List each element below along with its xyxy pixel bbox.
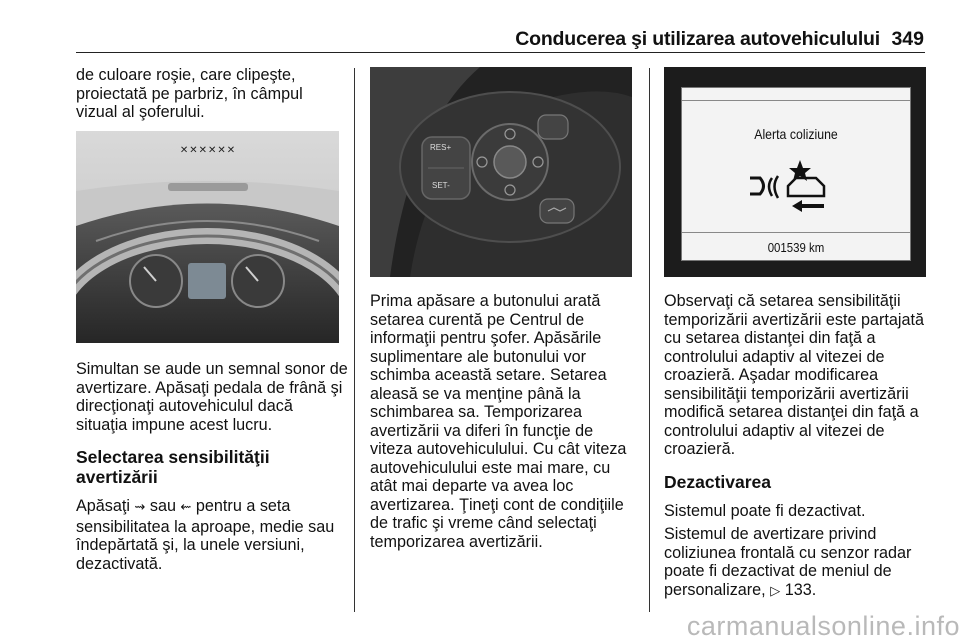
collision-warning-icon (682, 156, 910, 226)
display-bottom-line (682, 232, 910, 233)
display-title: Alerta coliziune (754, 126, 838, 142)
column-1 (76, 66, 344, 122)
col1-para1: de culoare roşie, care clipeşte, proiectată pe parbriz, în câmpul vizual al şoferului. (76, 66, 303, 121)
collision-alert-display-figure (664, 67, 926, 277)
column-1-lower (76, 360, 348, 573)
col1-para3 (76, 497, 348, 573)
page-reference-icon: ▷ (770, 583, 781, 599)
display-odometer: 001539 km (767, 240, 825, 255)
page-number: 349 (891, 28, 924, 50)
hud-windshield-figure (76, 131, 339, 343)
col3-para1: Observaţi că setarea sensibilităţii temporizării avertizării este partajată cu setarea distanţei din faţă a controlului adaptiv al vitezei de croazieră. Aşadar modificarea sensibilităţii temporizării avertizării modifică setarea distanţei din faţă a controlului adaptiv al vitezei de croazieră. (664, 292, 925, 458)
column-2 (370, 292, 638, 551)
column-divider-2 (649, 68, 650, 612)
steering-wheel-figure (370, 67, 632, 277)
col1-para3-before: Apăsaţi (76, 497, 130, 515)
distance-near-icon: ⇝ (134, 500, 146, 515)
display-top-line (682, 100, 910, 101)
col3-para3-ref[interactable]: 133. (784, 580, 817, 599)
page-header-title: Conducerea şi utilizarea autovehiculului (515, 28, 880, 50)
col3-para3-text: Sistemul de avertizare privind coliziunea frontală cu senzor radar poate fi dezactivat de meniul de personalizare, (664, 525, 912, 599)
col3-para2: Sistemul poate fi dezactivat. (664, 501, 866, 520)
col2-para1: Prima apăsare a butonului arată setarea curentă pe Centrul de informaţii pentru şofer. Apăsările suplimentare ale butonului vor schimba această setare. Setarea aleasă se va menţine până la schimbarea sa. Temporizarea avertizării va diferi în funcţie de viteza autovehiculului. Cu cât viteza autovehiculului este mai mare, cu atât mai departe va avea loc avertizarea. Ţineţi cont de condiţiile de trafic şi vreme când selectaţi temporizarea avertizării. (370, 292, 627, 551)
col3-para3 (664, 525, 934, 601)
res-button-label: RES+ (430, 143, 452, 152)
hud-warning-marks: ✕✕✕✕✕✕ (179, 145, 237, 156)
distance-far-icon: ⇜ (180, 500, 192, 515)
section-heading-sensitivity: Selectarea sensibilităţii avertizării (76, 447, 270, 487)
column-3 (664, 292, 934, 601)
header-divider (76, 52, 925, 53)
col1-para3-mid: sau (149, 497, 177, 515)
section-heading-deactivation: Dezactivarea (664, 471, 772, 492)
hud-windshield-illustration (76, 131, 339, 343)
column-divider-1 (354, 68, 355, 612)
display-screen (681, 87, 911, 261)
col1-para2: Simultan se aude un semnal sonor de avertizare. Apăsaţi pedala de frână şi direcţionaţi autovehiculul dacă situaţia impune acest lucru. (76, 360, 348, 434)
col1-para3-after: pentru a seta sensibilitatea la aproape, medie sau îndepărtată şi, la unele versiuni, dezactivată. (76, 497, 335, 573)
watermark: carmanualsonline.info (686, 611, 960, 641)
steering-wheel-illustration (370, 67, 632, 277)
set-button-label: SET- (432, 181, 450, 190)
